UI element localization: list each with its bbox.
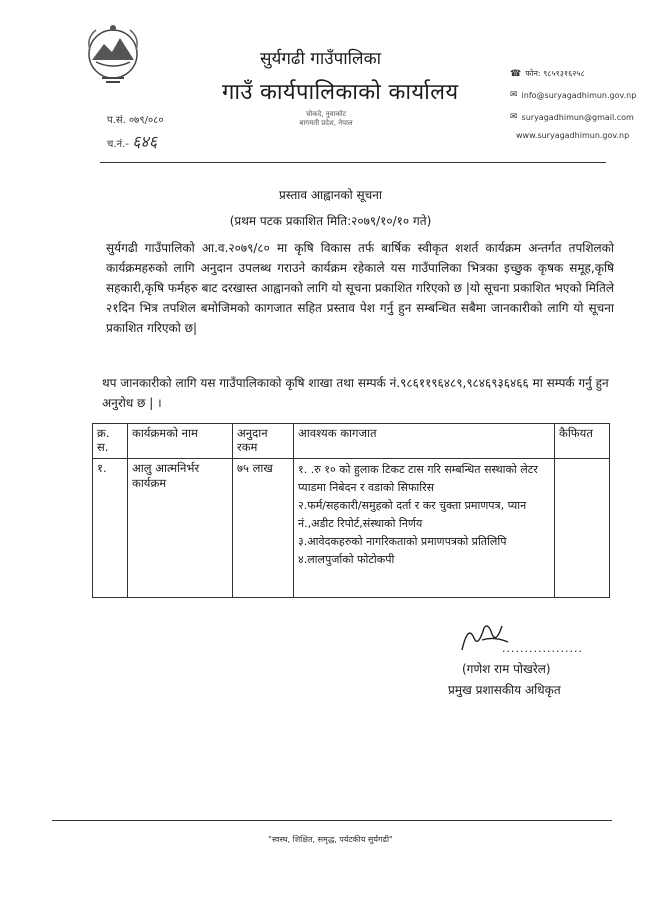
reference-cn-number: ६४६: [132, 132, 158, 151]
cell-remarks: [555, 459, 610, 598]
contact-website: [516, 131, 629, 140]
website-text: www.suryagadhimun.gov.np: [516, 131, 630, 140]
table-row: [93, 459, 610, 598]
signatory-name: (गणेश राम पोखरेल): [462, 662, 551, 676]
doc-item: १. .रु १० को हुलाक टिकट टास गरि सम्बन्धित सस्थाको लेटर प्याडमा निबेदन र वडाको सिफारिस: [298, 463, 538, 494]
org-name: सुर्यगढी गाउँपालिका: [260, 49, 382, 69]
table-header-row: [93, 424, 610, 459]
cell-sn: १.: [93, 459, 128, 598]
doc-item: ३.आवेदकहरुको नागरिकताको प्रमाणपत्रको प्रतिलिपि: [298, 535, 507, 548]
office-address: [286, 110, 366, 128]
doc-item: २.फर्म/सहकारी/समुहको दर्ता र कर चुक्ता प्रमाणपत्र, प्यान नं.,अडीट रिपोर्ट,संस्थाको निर्णय: [298, 499, 527, 530]
phone-text: फोन: ९८५१३१६२५८: [525, 69, 585, 78]
footer-divider: [52, 820, 612, 821]
office-name: गाउँ कार्यपालिकाको कार्यालय: [222, 80, 459, 105]
header-grant: अनुदान रकम: [233, 424, 294, 459]
program-table: [92, 423, 610, 598]
cell-docs: [294, 459, 555, 598]
notice-subtitle: (प्रथम पटक प्रकाशित मिति:२०७९/१०/१० गते): [229, 214, 432, 228]
doc-item: ४.लालपुर्जाको फोटोकपी: [298, 553, 395, 566]
signatory-position: प्रमुख प्रशासकीय अधिकृत: [448, 683, 561, 697]
email-icon: ✉: [510, 112, 518, 122]
header-remarks: कैफियत: [555, 424, 610, 459]
address-line-1: चोकदे, नुवाकोट: [305, 110, 347, 118]
address-line-2: बागमती प्रदेश, नेपाल: [299, 119, 353, 127]
notice-paragraph-1: सुर्यगढी गाउँपालिको आ.व.२०७९/८० मा कृषि विकास तर्फ बार्षिक स्वीकृत शशर्त कार्यक्रम अन्तर्गत तपशिलको कार्यक्रमहरुको लागि अनुदान उपलब्ध गराउने कार्यक्रम रहेकाले यस गाउँपालिका भित्रका इच्छुक कृषक समूह,कृषि सहकारी,कृषि फर्महरु बाट दरखास्त आह्वानको लागि यो सूचना प्रकाशित गरिएको छ |यो सूचना प्रकाशित भएको मितिले २१दिन भित्र तपशिल बमोजिमको कागजात सहित प्रस्ताव पेश गर्नु हुन सम्बन्धित सबैमा जानकारीको लागि यो सूचना प्रकाशित गरिएको छ|: [106, 241, 614, 335]
email-2-text: suryagadhimun@gmail.com: [521, 112, 634, 122]
contact-email-1: [510, 90, 636, 100]
header-divider: [100, 162, 606, 163]
notice-paragraph-2: थप जानकारीको लागि यस गाउँपालिकाको कृषि शाखा तथा सम्पर्क नं.९८६११९६४८९,९८४६९३६४६६ मा सम्पर्क गर्नु हुन अनुरोध छ | ।: [102, 376, 609, 410]
footer-motto: "स्वस्थ, शिक्षित, समृद्ध, पर्यटकीय सुर्यगढी": [268, 835, 393, 844]
reference-ps: प.सं. ०७९/०८०: [107, 115, 164, 126]
header-program: कार्यक्रमको नाम: [128, 424, 233, 459]
notice-title: प्रस्ताव आह्वानको सूचना: [278, 188, 383, 202]
signature-line: ..................: [502, 642, 583, 655]
reference-cn: [107, 130, 157, 152]
contact-email-2: [510, 112, 634, 122]
municipality-emblem: [82, 20, 144, 86]
email-icon: ✉: [510, 90, 518, 100]
header-docs: आवश्यक कागजात: [294, 424, 555, 459]
contact-phone: [510, 68, 585, 79]
email-1-text: info@suryagadhimun.gov.np: [521, 90, 637, 100]
reference-cn-label: च.नं.-: [107, 139, 129, 150]
phone-icon: ☎: [510, 68, 522, 79]
cell-grant: ७५ लाख: [233, 459, 294, 598]
cell-program: आलु आत्मनिर्भर कार्यक्रम: [128, 459, 233, 598]
header-sn: क्र. स.: [93, 424, 128, 459]
